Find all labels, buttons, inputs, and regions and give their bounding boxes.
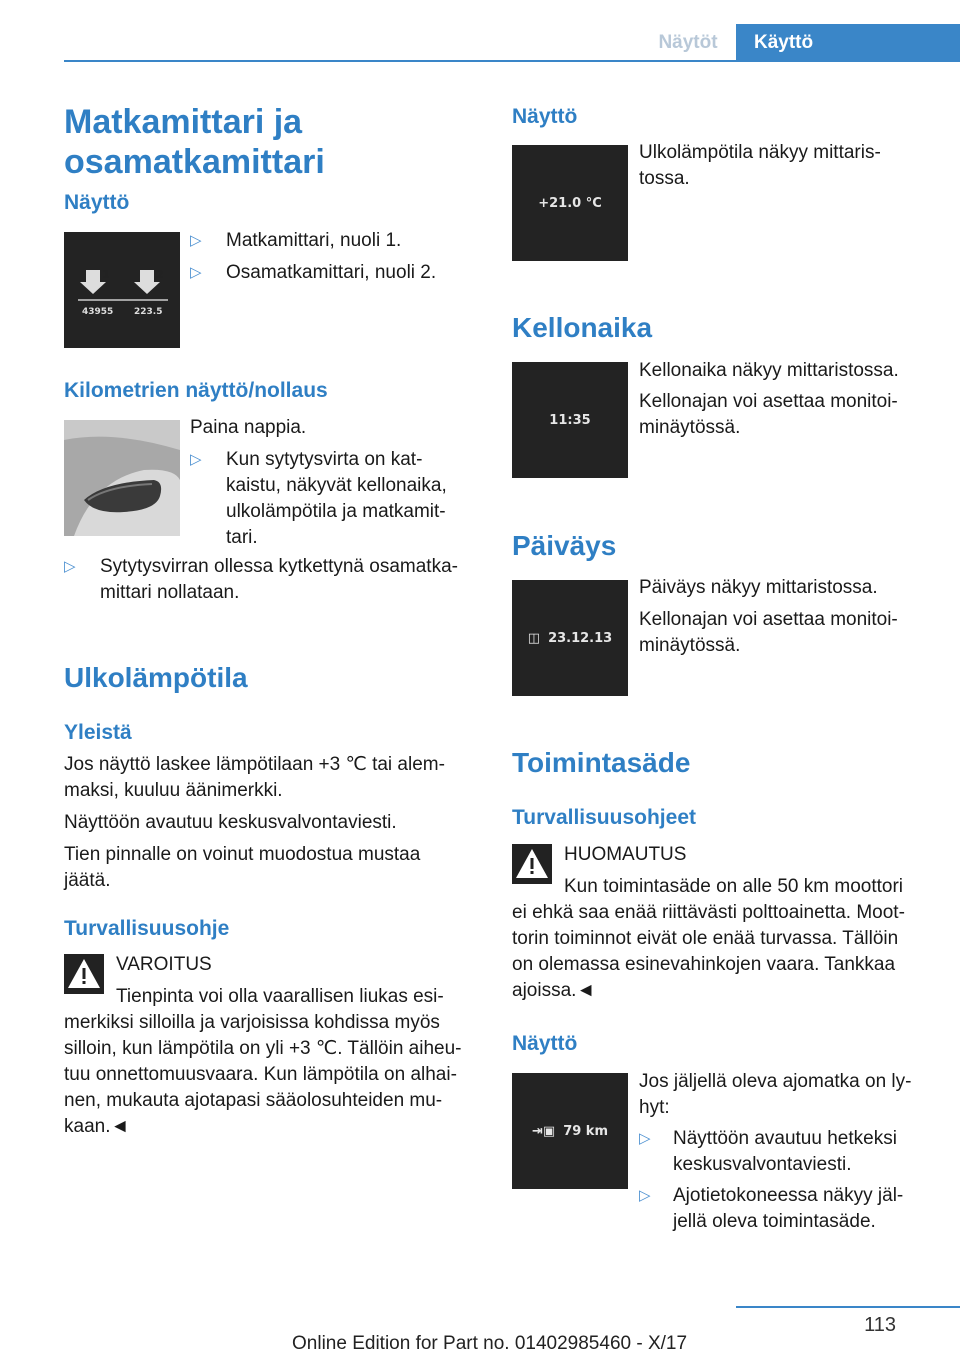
bullet-line: mittari nollataan. bbox=[100, 582, 240, 603]
title-line-1: Matkamittari ja bbox=[64, 103, 303, 141]
footer-rule bbox=[736, 1306, 960, 1308]
yleista-paragraph-2: Näyttöön avautuu keskusvalvontaviesti. bbox=[64, 812, 397, 833]
arrow-label-2: 2 bbox=[156, 268, 164, 281]
yleista-paragraph-1 bbox=[64, 752, 484, 804]
text-line: tuu onnettomuusvaara. Kun lämpötila on alhai- bbox=[64, 1064, 457, 1085]
text-line: ei ehkä saa enää riittävästi polttoainetta. Moot- bbox=[512, 902, 905, 923]
clock-display-image bbox=[512, 362, 628, 478]
odometer-trip: 223.5 bbox=[134, 307, 163, 317]
heading-kellonaika: Kellonaika bbox=[512, 312, 653, 343]
range-display-image bbox=[512, 1073, 628, 1189]
bullet-text bbox=[639, 1183, 939, 1235]
text-line: Ulkolämpötila näkyy mittaris- bbox=[639, 142, 881, 163]
calendar-icon: ◫ bbox=[527, 630, 541, 646]
bullet-matkamittari bbox=[190, 228, 470, 254]
range-readout: 79 km bbox=[563, 1123, 608, 1139]
warning-title: VAROITUS bbox=[116, 954, 212, 975]
text-line: ajoissa.◄ bbox=[512, 980, 596, 1001]
text-line: maksi, kuuluu äänimerkki. bbox=[64, 780, 283, 801]
bullet-line: kaistu, näkyvät kellonaika, bbox=[226, 475, 447, 496]
tab-naytot[interactable]: Näytöt bbox=[658, 32, 718, 53]
bullet-line: keskusvalvontaviesti. bbox=[673, 1154, 852, 1175]
heading-naytto-left: Näyttö bbox=[64, 191, 130, 214]
bullet-line: Kun sytytysvirta on kat- bbox=[226, 449, 423, 470]
bullet-text bbox=[190, 447, 480, 551]
page-number: 113 bbox=[864, 1314, 896, 1336]
heading-paivays: Päiväys bbox=[512, 530, 617, 561]
header-rule bbox=[64, 60, 960, 62]
paivays-paragraph-2 bbox=[639, 607, 939, 659]
heading-kilometrien-naytto: Kilometrien näyttö/nollaus bbox=[64, 379, 328, 402]
temperature-display-image bbox=[512, 145, 628, 261]
heading-naytto-right: Näyttö bbox=[512, 105, 578, 128]
fuel-pump-icon: ⇥▣ bbox=[532, 1123, 556, 1139]
paivays-paragraph-1: Päiväys näkyy mittaristossa. bbox=[639, 577, 878, 598]
bullet-marker-icon: ▷ bbox=[190, 232, 202, 249]
bullet-ajotietokone bbox=[639, 1183, 939, 1235]
date-display-image bbox=[512, 580, 628, 696]
bullet-marker-icon: ▷ bbox=[639, 1130, 651, 1147]
note-title: HUOMAUTUS bbox=[564, 844, 687, 865]
bullet-text: Osamatkamittari, nuoli 2. bbox=[226, 262, 437, 283]
bullet-text: Matkamittari, nuoli 1. bbox=[226, 230, 402, 251]
text-line: silloin, kun lämpötila on yli +3 ℃. Tällöin aiheu- bbox=[64, 1038, 462, 1059]
heading-toimintasade: Toimintasäde bbox=[512, 747, 691, 778]
text-line: torin toiminnot eivät ole enää turvassa. Tällöin bbox=[512, 928, 899, 949]
reset-button-graphic bbox=[64, 420, 180, 536]
section-title-odometer bbox=[64, 102, 325, 182]
clock-readout: 11:35 bbox=[549, 412, 591, 428]
bullet-line: Ajotietokoneessa näkyy jäl- bbox=[673, 1185, 904, 1206]
temperature-readout: +21.0 °C bbox=[538, 195, 602, 211]
km-intro: Paina nappia. bbox=[190, 417, 307, 438]
bullet-line: Näyttöön avautuu hetkeksi bbox=[673, 1128, 897, 1149]
text-line: on olemassa esinevahinkojen vaara. Tankkaa bbox=[512, 954, 896, 975]
range-intro bbox=[639, 1069, 939, 1121]
text-line: merkiksi silloilla ja varjoisissa kohdissa myös bbox=[64, 1012, 440, 1033]
text-line: jäätä. bbox=[64, 870, 111, 891]
text-line: Kellonajan voi asettaa monitoi- bbox=[639, 391, 898, 412]
text-line: minäytössä. bbox=[639, 635, 741, 656]
bullet-sytytysvirta-katkaistu bbox=[190, 447, 480, 551]
text-line: Jos näyttö laskee lämpötilaan +3 ℃ tai alem- bbox=[64, 754, 445, 775]
title-line-2: osamatkamittari bbox=[64, 143, 325, 181]
heading-ulkolampotila: Ulkolämpötila bbox=[64, 662, 248, 693]
bullet-keskusvalvontaviesti bbox=[639, 1126, 939, 1178]
text-line: Tienpinta voi olla vaarallisen liukas esi- bbox=[116, 986, 444, 1007]
yleista-paragraph-3 bbox=[64, 842, 484, 894]
text-line: Kun toimintasäde on alle 50 km moottori bbox=[564, 876, 904, 897]
temperature-text bbox=[639, 140, 939, 192]
odometer-total: 43955 bbox=[82, 307, 114, 317]
heading-turvallisuusohjeet: Turvallisuusohjeet bbox=[512, 806, 696, 829]
text-line: kaan.◄ bbox=[64, 1116, 130, 1137]
note-text bbox=[512, 874, 942, 1004]
bullet-line: tari. bbox=[226, 527, 258, 548]
edition-footer: Online Edition for Part no. 01402985460 - X/17 bbox=[292, 1333, 688, 1354]
date-readout: 23.12.13 bbox=[548, 630, 613, 646]
arrow-label-1: 1 bbox=[102, 268, 110, 281]
bullet-line: Sytytysvirran ollessa kytkettynä osamatka- bbox=[100, 556, 458, 577]
bullet-marker-icon: ▷ bbox=[639, 1187, 651, 1204]
odometer-display-image bbox=[64, 232, 180, 348]
bullet-text bbox=[639, 1126, 939, 1178]
bullet-sytytysvirta-kytketty bbox=[64, 554, 484, 606]
text-line: Jos jäljellä oleva ajomatka on ly- bbox=[639, 1071, 912, 1092]
bullet-marker-icon: ▷ bbox=[190, 264, 202, 281]
heading-naytto-range: Näyttö bbox=[512, 1032, 578, 1055]
bullet-marker-icon: ▷ bbox=[64, 558, 76, 575]
warning-text bbox=[64, 984, 484, 1140]
text-line: tossa. bbox=[639, 168, 690, 189]
text-line: nen, mukauta ajotapasi sääolosuhteiden mu- bbox=[64, 1090, 443, 1111]
text-line: Kellonajan voi asettaa monitoi- bbox=[639, 609, 898, 630]
kellonaika-paragraph-2 bbox=[639, 389, 939, 441]
odometer-graphic bbox=[64, 232, 180, 348]
text-line: hyt: bbox=[639, 1097, 670, 1118]
heading-yleista: Yleistä bbox=[64, 721, 132, 744]
bullet-marker-icon: ▷ bbox=[190, 451, 202, 468]
bullet-line: ulkolämpötila ja matkamit- bbox=[226, 501, 446, 522]
heading-turvallisuusohje: Turvallisuusohje bbox=[64, 917, 230, 940]
text-line: minäytössä. bbox=[639, 417, 741, 438]
bullet-line: jellä oleva toimintasäde. bbox=[673, 1211, 876, 1232]
bullet-text bbox=[64, 554, 484, 606]
reset-button-image bbox=[64, 420, 180, 536]
text-line: Tien pinnalle on voinut muodostua mustaa bbox=[64, 844, 421, 865]
tab-kaytto[interactable]: Käyttö bbox=[736, 24, 960, 62]
bullet-osamatkamittari bbox=[190, 260, 470, 286]
kellonaika-paragraph-1: Kellonaika näkyy mittaristossa. bbox=[639, 360, 899, 381]
